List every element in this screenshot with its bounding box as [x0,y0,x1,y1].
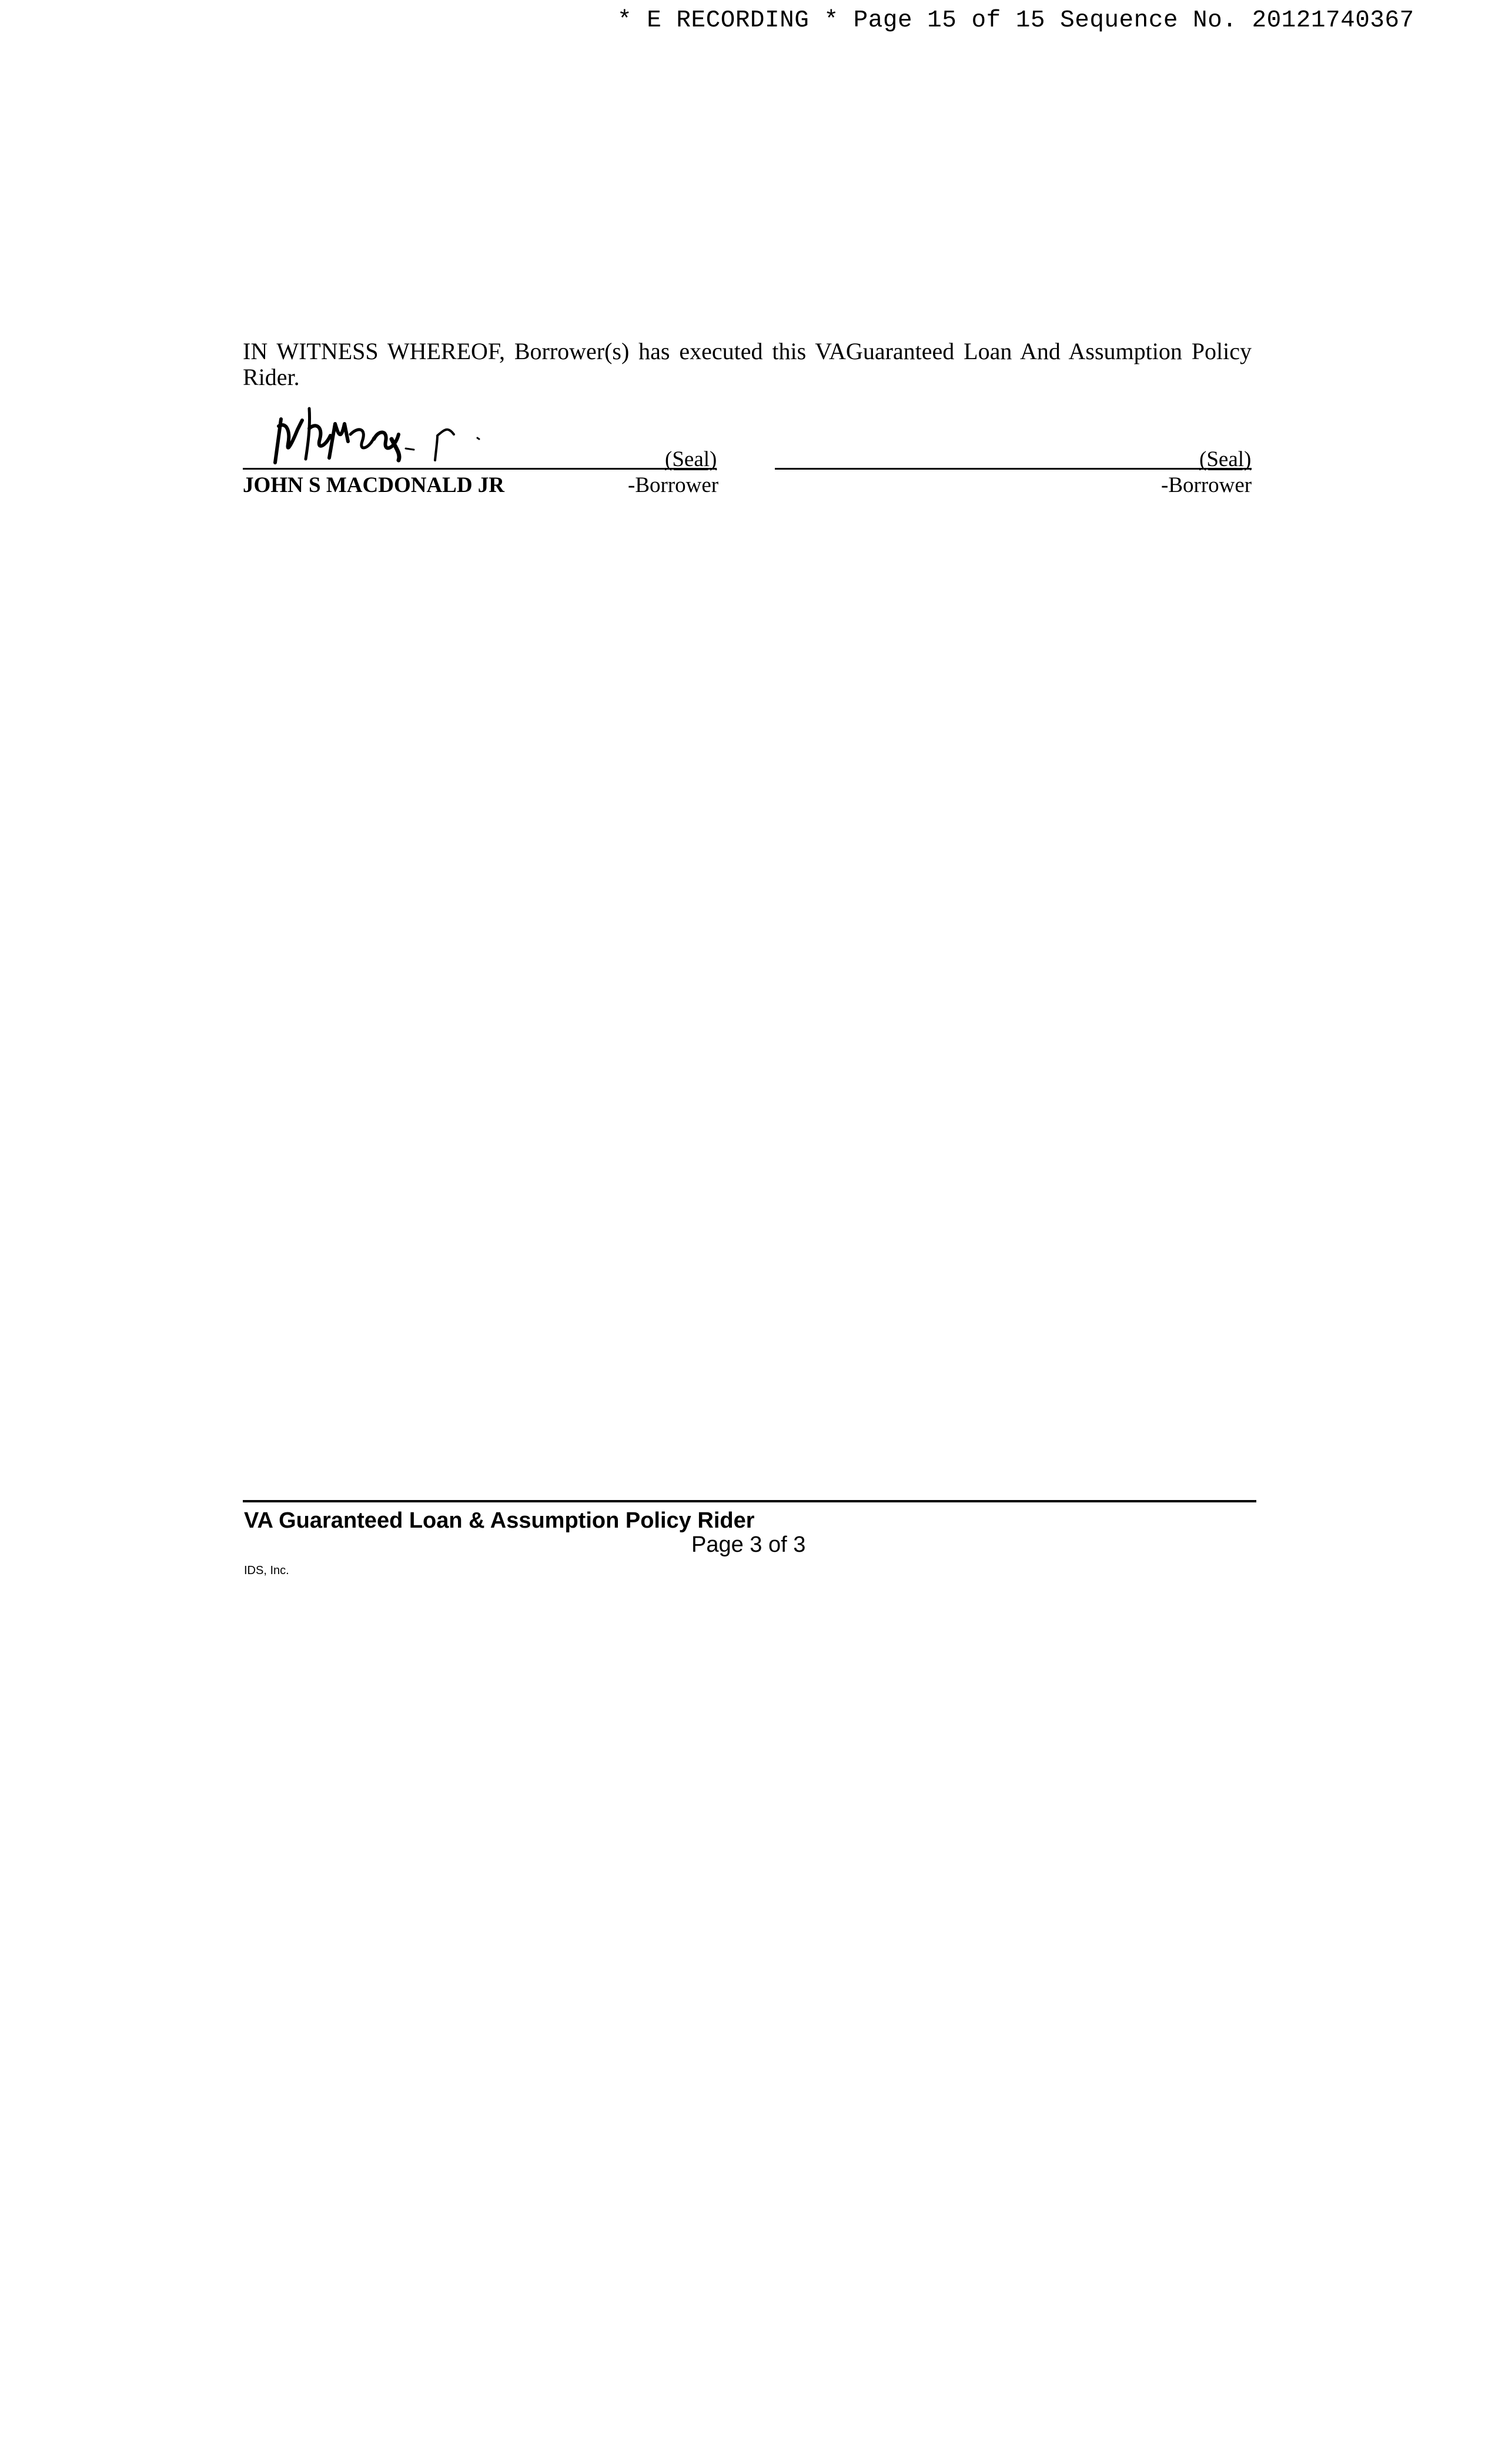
borrower-name: JOHN S MACDONALD JR [243,473,505,497]
footer-divider [243,1500,1256,1502]
seal-label: (Seal) [1199,447,1252,471]
recording-stamp: * E RECORDING * Page 15 of 15 Sequence No. 20121740367 [617,7,1414,34]
witness-paragraph: IN WITNESS WHEREOF, Borrower(s) has executed this VAGuaranteed Loan And Assumption Policy Rider. [243,338,1252,390]
borrower-role-label: -Borrower [628,473,719,497]
signature-line [775,468,1252,470]
footer-page-number: Page 3 of 3 [691,1532,806,1557]
borrower-signature [259,385,517,473]
footer-company: IDS, Inc. [244,1564,289,1577]
footer-document-title: VA Guaranteed Loan & Assumption Policy Rider [244,1508,755,1533]
seal-label: (Seal) [665,447,717,471]
signature-line [243,468,717,470]
borrower-role-label: -Borrower [1161,473,1252,497]
